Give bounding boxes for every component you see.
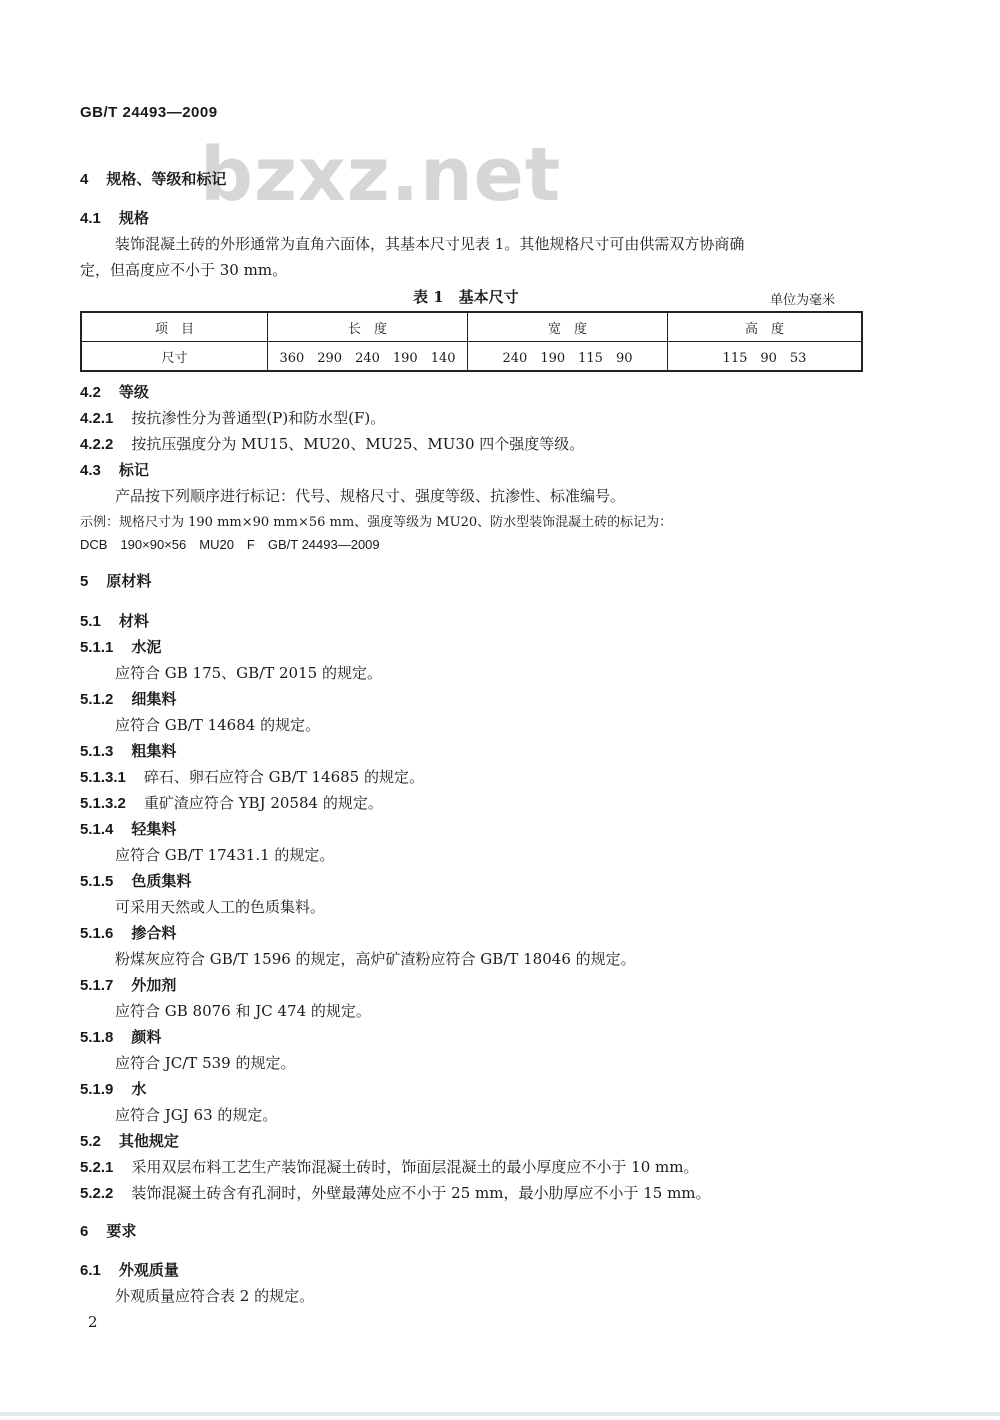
clause-text: 按抗压强度分为 MU15、MU20、MU25、MU30 四个强度等级。: [131, 435, 585, 453]
clause-item: [80, 433, 584, 454]
paragraph: 装饰混凝土砖的外形通常为直角六面体，其基本尺寸见表 1。其他规格尺寸可由供需双方协商确: [115, 235, 745, 253]
paragraph: 应符合 GB/T 14684 的规定。: [115, 716, 321, 734]
section-6-heading: [80, 1220, 136, 1241]
clause-text: 装饰混凝土砖含有孔洞时，外壁最薄处应不小于 25 mm，最小肋厚应不小于 15 mm。: [131, 1184, 711, 1202]
section-5-1-4-heading: [80, 818, 176, 839]
section-5-1-9-heading: [80, 1078, 146, 1099]
table-unit: 单位为毫米: [770, 293, 836, 308]
section-4-3-heading: [80, 459, 149, 480]
clause-item: [80, 766, 424, 787]
section-number: 5: [80, 573, 89, 590]
section-number: 5.1.7: [80, 977, 114, 994]
example-text: 示例：规格尺寸为 190 mm×90 mm×56 mm、强度等级为 MU20、防水型装饰混凝土砖的标记为：: [80, 515, 673, 530]
watermark: bzxz.net: [200, 132, 562, 218]
clause-text: 碎石、卵石应符合 GB/T 14685 的规定。: [143, 768, 424, 786]
paragraph: 应符合 GB 175、GB/T 2015 的规定。: [115, 664, 382, 682]
paragraph: 应符合 JC/T 539 的规定。: [115, 1054, 296, 1072]
section-number: 5.1.8: [80, 1029, 114, 1046]
section-4-1-heading: [80, 207, 149, 228]
section-number: 4.3: [80, 462, 101, 479]
section-5-1-7-heading: [80, 974, 176, 995]
page-number: 2: [88, 1313, 98, 1331]
section-title: 水泥: [131, 638, 162, 656]
section-title: 等级: [118, 383, 149, 401]
table-row: [81, 342, 862, 372]
section-title: 粗集料: [131, 742, 177, 760]
table-caption: 表 1 基本尺寸: [413, 288, 519, 306]
section-number: 4.1: [80, 210, 101, 227]
table-cell: 115 90 53: [668, 342, 863, 372]
section-number: 4: [80, 171, 89, 188]
section-6-1-heading: [80, 1259, 179, 1280]
clause-item: [80, 792, 383, 813]
paragraph: 定，但高度应不小于 30 mm。: [80, 261, 288, 279]
section-title: 外观质量: [118, 1261, 179, 1279]
section-title: 原材料: [106, 572, 152, 590]
clause-text: 采用双层布料工艺生产装饰混凝土砖时，饰面层混凝土的最小厚度应不小于 10 mm。: [131, 1158, 699, 1176]
section-title: 颜料: [131, 1028, 162, 1046]
section-title: 规格: [118, 209, 149, 227]
table-cell: 尺寸: [81, 342, 268, 372]
paragraph: 应符合 GB/T 17431.1 的规定。: [115, 846, 335, 864]
clause-text: 按抗渗性分为普通型(P)和防水型(F)。: [131, 409, 386, 427]
section-number: 5.1.1: [80, 639, 114, 656]
section-number: 6.1: [80, 1262, 101, 1279]
section-4-heading: [80, 168, 226, 189]
section-5-1-8-heading: [80, 1026, 161, 1047]
clause-number: 4.2.1: [80, 410, 114, 427]
section-title: 色质集料: [131, 872, 192, 890]
section-5-1-6-heading: [80, 922, 176, 943]
section-number: 5.2: [80, 1133, 101, 1150]
table-cell: 360 290 240 190 140: [268, 342, 468, 372]
section-5-1-5-heading: [80, 870, 191, 891]
paragraph: 粉煤灰应符合 GB/T 1596 的规定，高炉矿渣粉应符合 GB/T 18046 的规定。: [115, 950, 636, 968]
section-5-1-heading: [80, 610, 149, 631]
section-title: 材料: [118, 612, 149, 630]
section-title: 外加剂: [131, 976, 177, 994]
clause-item: [80, 1156, 698, 1177]
clause-number: 5.2.1: [80, 1159, 114, 1176]
section-title: 水: [131, 1080, 147, 1098]
clause-number: 4.2.2: [80, 436, 114, 453]
table-cell: 240 190 115 90: [468, 342, 668, 372]
table-header-cell: 宽 度: [468, 312, 668, 342]
section-title: 其他规定: [118, 1132, 179, 1150]
section-title: 要求: [106, 1222, 137, 1240]
section-number: 5.1: [80, 613, 101, 630]
clause-item: [80, 407, 385, 428]
standard-code: GB/T 24493—2009: [80, 104, 218, 121]
clause-number: 5.2.2: [80, 1185, 114, 1202]
clause-item: [80, 1182, 711, 1203]
paragraph: 应符合 GB 8076 和 JC 474 的规定。: [115, 1002, 371, 1020]
section-5-heading: [80, 570, 151, 591]
section-title: 轻集料: [131, 820, 177, 838]
section-5-1-3-heading: [80, 740, 176, 761]
section-title: 细集料: [131, 690, 177, 708]
marking-example: DCB 190×90×56 MU20 F GB/T 24493—2009: [80, 537, 380, 552]
clause-number: 5.1.3.1: [80, 769, 126, 786]
section-number: 5.1.5: [80, 873, 114, 890]
clause-number: 5.1.3.2: [80, 795, 126, 812]
paragraph: 产品按下列顺序进行标记：代号、规格尺寸、强度等级、抗渗性、标准编号。: [115, 487, 626, 505]
section-4-2-heading: [80, 381, 149, 402]
page-edge: [0, 1412, 1000, 1416]
section-number: 5.1.2: [80, 691, 114, 708]
section-number: 5.1.9: [80, 1081, 114, 1098]
paragraph: 可采用天然或人工的色质集料。: [115, 898, 326, 916]
section-number: 5.1.6: [80, 925, 114, 942]
section-number: 5.1.3: [80, 743, 114, 760]
section-5-1-2-heading: [80, 688, 176, 709]
dimensions-table: [80, 311, 863, 372]
table-header-row: [81, 312, 862, 342]
section-5-1-1-heading: [80, 636, 161, 657]
section-number: 5.1.4: [80, 821, 114, 838]
section-title: 掺合料: [131, 924, 177, 942]
section-5-2-heading: [80, 1130, 179, 1151]
clause-text: 重矿渣应符合 YBJ 20584 的规定。: [143, 794, 383, 812]
section-title: 标记: [118, 461, 149, 479]
section-number: 6: [80, 1223, 89, 1240]
paragraph: 应符合 JGJ 63 的规定。: [115, 1106, 278, 1124]
table-header-cell: 长 度: [268, 312, 468, 342]
table-header-cell: 高 度: [668, 312, 863, 342]
section-title: 规格、等级和标记: [106, 170, 227, 188]
section-number: 4.2: [80, 384, 101, 401]
paragraph: 外观质量应符合表 2 的规定。: [115, 1287, 315, 1305]
table-header-cell: 项 目: [81, 312, 268, 342]
